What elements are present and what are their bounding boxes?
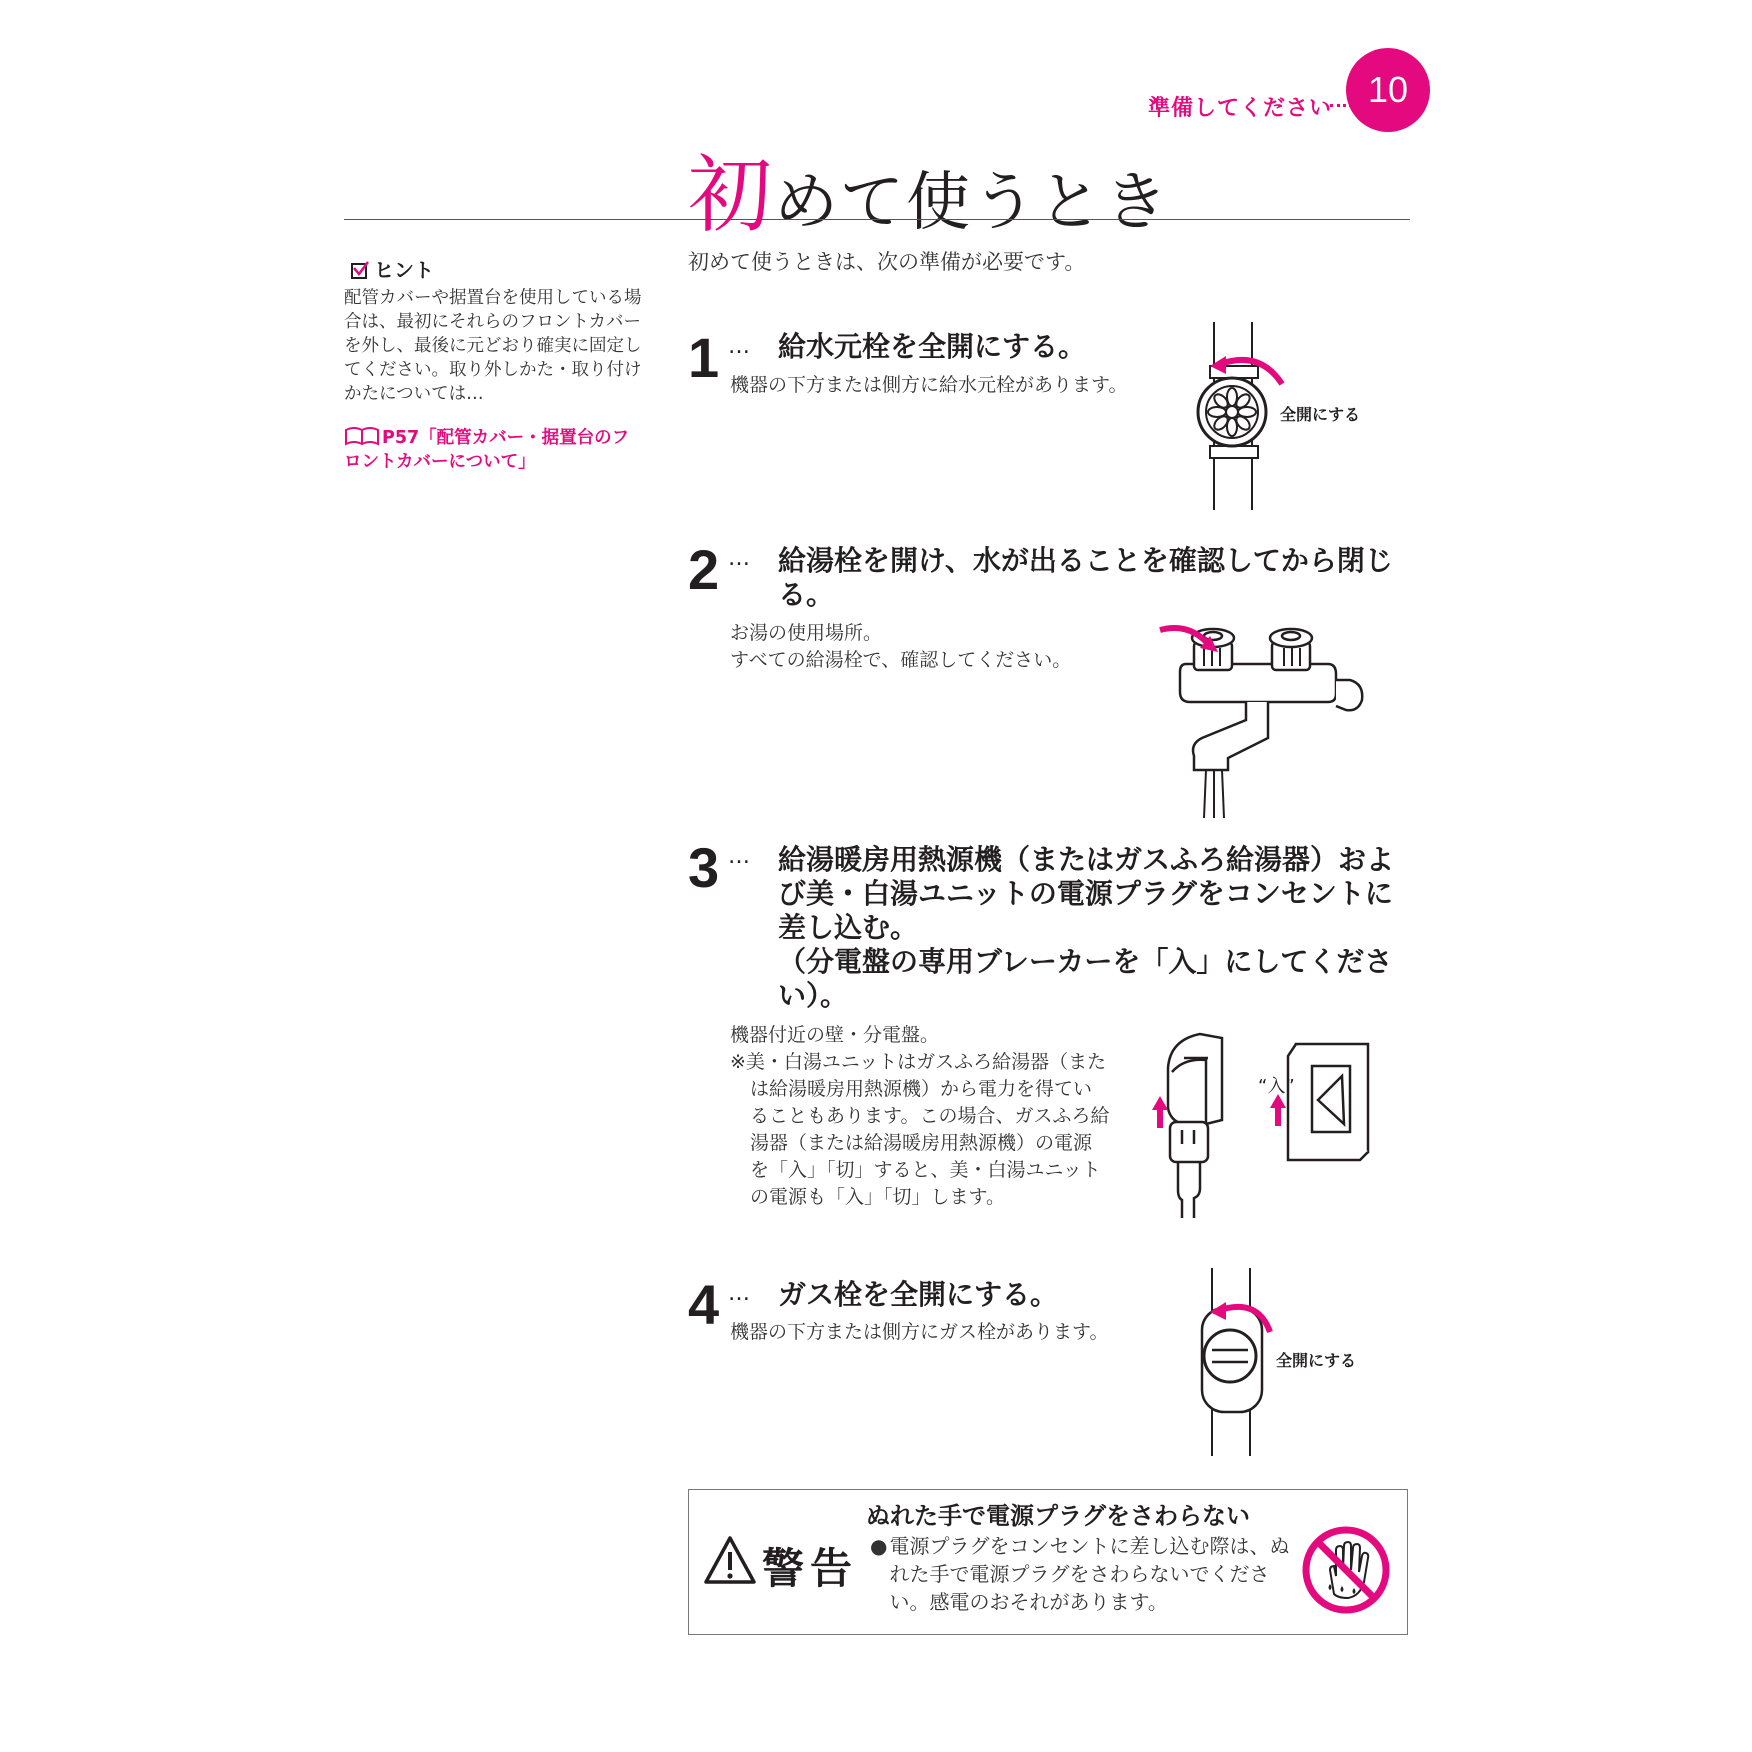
title-rest: めて使うとき [774, 166, 1171, 240]
no-wet-hands-icon [1300, 1524, 1392, 1616]
faucet-illustration [1150, 608, 1370, 820]
step-1-number: 1 [688, 326, 720, 389]
step-3-dots: … [728, 844, 752, 869]
book-icon [344, 426, 380, 446]
plug-outlet-illustration [1148, 1028, 1238, 1218]
page-number: 10 [1346, 48, 1430, 132]
title-first-char: 初 [688, 146, 775, 244]
step-3-number: 3 [688, 836, 720, 899]
warning-text: 電源プラグをコンセントに差し込む際は、ぬれた手で電源プラグをさわらないでください。感電のおそれがあります。 [889, 1534, 1290, 1614]
warning-title: ぬれた手で電源プラグをさわらない [866, 1502, 1250, 1530]
warning-body [870, 1532, 1290, 1616]
step-2-title: 給湯栓を開け、水が出ることを確認してから閉じる。 [778, 544, 1393, 611]
step-3-body-line-1: 機器付近の壁・分電盤。 [730, 1024, 940, 1046]
step-4-number: 4 [688, 1273, 720, 1336]
step-3-figure-label: “入” [1258, 1076, 1295, 1097]
hint-body: 配管カバーや据置台を使用している場合は、最初にそれらのフロントカバーを外し、最後に元どおり確実に固定してください。取り外しかた・取り付けかたについては… [344, 288, 642, 404]
hint-heading-text: ヒント [374, 258, 434, 282]
step-1-body: 機器の下方または側方に給水元栓があります。 [730, 374, 1128, 396]
warning-bullet: ● [870, 1534, 888, 1558]
hint-link[interactable] [344, 426, 644, 474]
hint-heading [350, 254, 434, 283]
checkbox-icon [350, 260, 370, 280]
step-4-body: 機器の下方または側方にガス栓があります。 [730, 1321, 1109, 1343]
step-3-subtitle: （分電盤の専用ブレーカーを「入」にしてください）。 [778, 945, 1393, 1012]
page-title [688, 128, 1170, 249]
step-4-title: ガス栓を全開にする。 [778, 1278, 1059, 1311]
step-2-body [730, 620, 1110, 674]
breaker-switch-illustration [1262, 1036, 1382, 1168]
step-4-dots: … [728, 1281, 752, 1306]
step-1-dots: … [728, 334, 752, 359]
intro-text: 初めて使うときは、次の準備が必要です。 [688, 250, 1086, 274]
step-1-figure-label: 全開にする [1280, 405, 1361, 424]
section-label: 準備してください [1148, 96, 1333, 121]
step-1-title: 給水元栓を全開にする。 [778, 330, 1087, 363]
hint-link-text: P57「配管カバー・据置台のフロントカバーについて」 [344, 428, 630, 472]
step-2-body-line-2: すべての給湯栓で、確認してください。 [730, 649, 1072, 671]
step-4-figure-label: 全開にする [1276, 1351, 1357, 1370]
step-2-number: 2 [688, 538, 720, 601]
warning-triangle-icon [702, 1534, 758, 1586]
step-2-dots: … [728, 546, 752, 571]
step-3-title: 給湯暖房用熱源機（またはガスふろ給湯器）および美・白湯ユニットの電源プラグをコンセントに差し込む。 [778, 843, 1395, 944]
step-2-body-line-1: お湯の使用場所。 [730, 622, 883, 644]
warning-label: 警告 [762, 1544, 859, 1593]
step-3-body-note: ※美・白湯ユニットはガスふろ給湯器（または給湯暖房用熱源機）から電力を得ていることもあります。この場合、ガスふろ給湯器（または給湯暖房用熱源機）の電源を「入」「切」すると、美・白湯ユニットの電源も「入」「切」します。 [730, 1051, 1110, 1208]
title-divider [344, 219, 1410, 220]
